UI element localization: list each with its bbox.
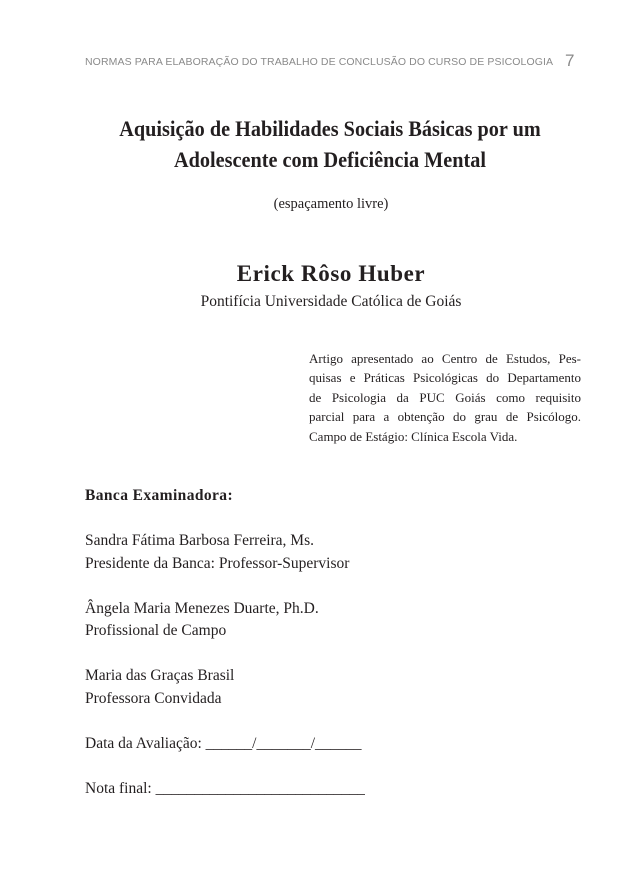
board-member-name: Ângela Maria Menezes Duarte, Ph.D. [85,599,319,617]
article-note-line: de Psicologia da PUC Goiás como requisito [309,389,581,405]
article-note-line: Campo de Estágio: Clínica Escola Vida. [309,428,518,444]
article-note-line: parcial para a obtenção do grau de Psicólogo. [309,409,581,425]
page-title [82,113,579,175]
title-line-1: Aquisição de Habilidades Sociais Básicas por um [119,116,541,141]
board-member-name: Sandra Fátima Barbosa Ferreira, Ms. [85,532,314,549]
running-header: NORMAS PARA ELABORAÇÃO DO TRABALHO DE CONCLUSÃO DO CURSO DE PSICOLOGIA [85,56,554,68]
page-number: 7 [565,51,575,70]
board-heading: Banca Examinadora: [85,487,234,504]
title-line-2: Adolescente com Deficiência Mental [174,147,486,172]
author-name: Erick Rôso Huber [236,261,426,286]
board-member-name: Maria das Graças Brasil [85,667,235,684]
final-grade-field: Nota final: ___________________________ [85,779,365,797]
article-note-line: Artigo apresentado ao Centro de Estudos, Pes- [309,351,581,366]
spacing-note: (espaçamento livre) [273,196,389,212]
board-member-role: Presidente da Banca: Professor-Supervisor [85,554,350,572]
evaluation-date-field: Data da Avaliação: ______/_______/______ [85,734,362,752]
article-note-line: quisas e Práticas Psicológicas do Departamento [309,370,581,386]
examining-board [85,485,585,800]
board-member-role: Professora Convidada [85,689,222,707]
author-affiliation: Pontifícia Universidade Católica de Goiás [200,293,462,310]
board-member-role: Profissional de Campo [85,622,227,639]
article-note [309,349,581,446]
